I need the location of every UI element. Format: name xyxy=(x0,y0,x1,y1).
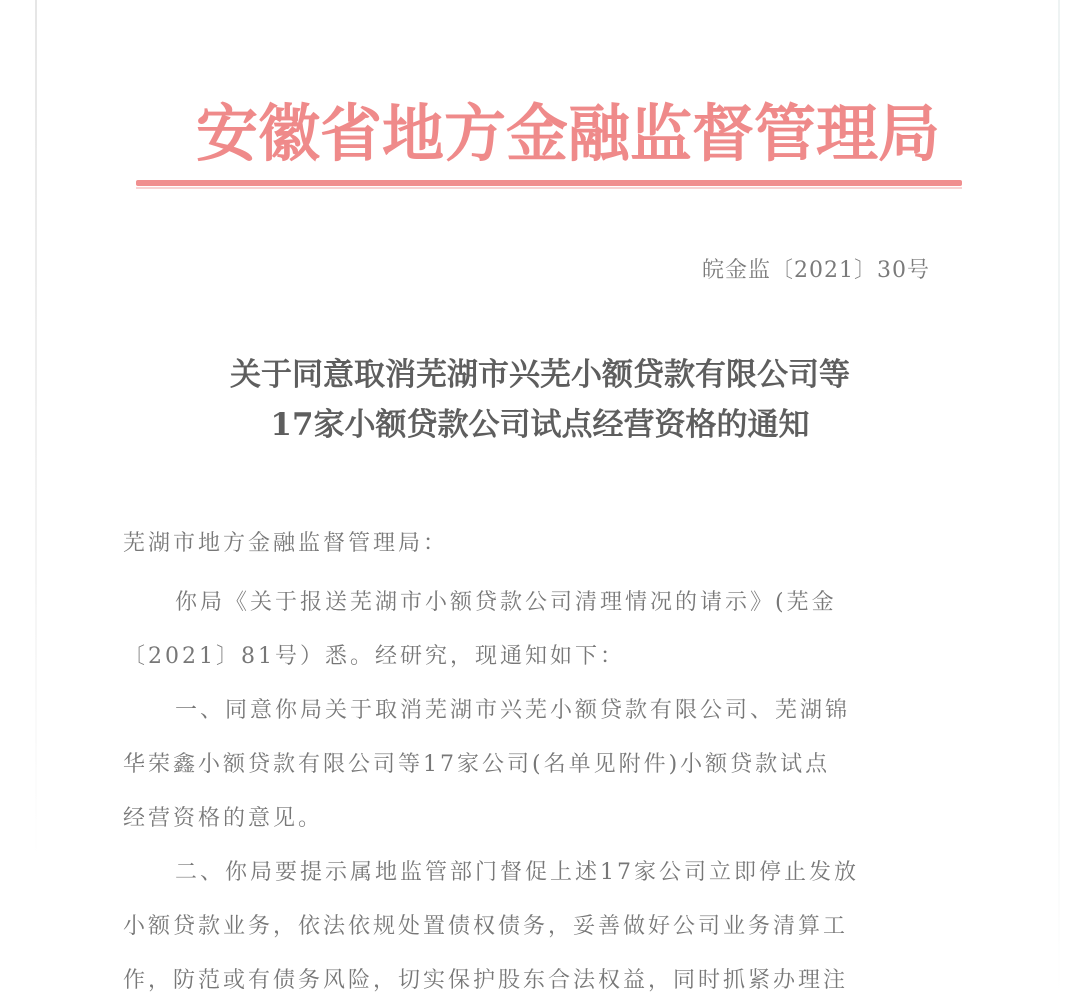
document-number: 皖金监〔2021〕30号 xyxy=(702,258,930,283)
document-body xyxy=(123,524,935,1008)
document-title-line-2: 17家小额贷款公司试点经营资格的通知 xyxy=(270,407,810,443)
body-line: 〔2021〕81号）悉。经研究，现通知如下： xyxy=(123,644,625,669)
letterhead-red-rule xyxy=(136,180,962,186)
document-title xyxy=(150,350,930,450)
salutation: 芜湖市地方金融监督管理局： xyxy=(123,531,449,556)
document-title-line-1: 关于同意取消芜湖市兴芜小额贷款有限公司等 xyxy=(230,357,850,393)
body-line: 经营资格的意见。 xyxy=(123,806,324,831)
body-line: 你局《关于报送芜湖市小额贷款公司清理情况的请示》(芜金 xyxy=(175,590,837,615)
page-edge-right xyxy=(1058,0,1060,997)
page-edge-left xyxy=(35,0,37,860)
body-line: 华荣鑫小额贷款有限公司等17家公司(名单见附件)小额贷款试点 xyxy=(123,752,831,777)
agency-letterhead-title: 安徽省地方金融监督管理局 xyxy=(196,97,941,170)
body-line: 一、同意你局关于取消芜湖市兴芜小额贷款有限公司、芜湖锦 xyxy=(175,698,851,723)
body-line: 作，防范或有债务风险，切实保护股东合法权益，同时抓紧办理注 xyxy=(123,968,849,993)
body-line: 小额贷款业务，依法依规处置债权债务，妥善做好公司业务清算工 xyxy=(123,914,849,939)
letterhead-red-rule-underline xyxy=(136,187,962,189)
body-line: 二、你局要提示属地监管部门督促上述17家公司立即停止发放 xyxy=(175,860,859,885)
